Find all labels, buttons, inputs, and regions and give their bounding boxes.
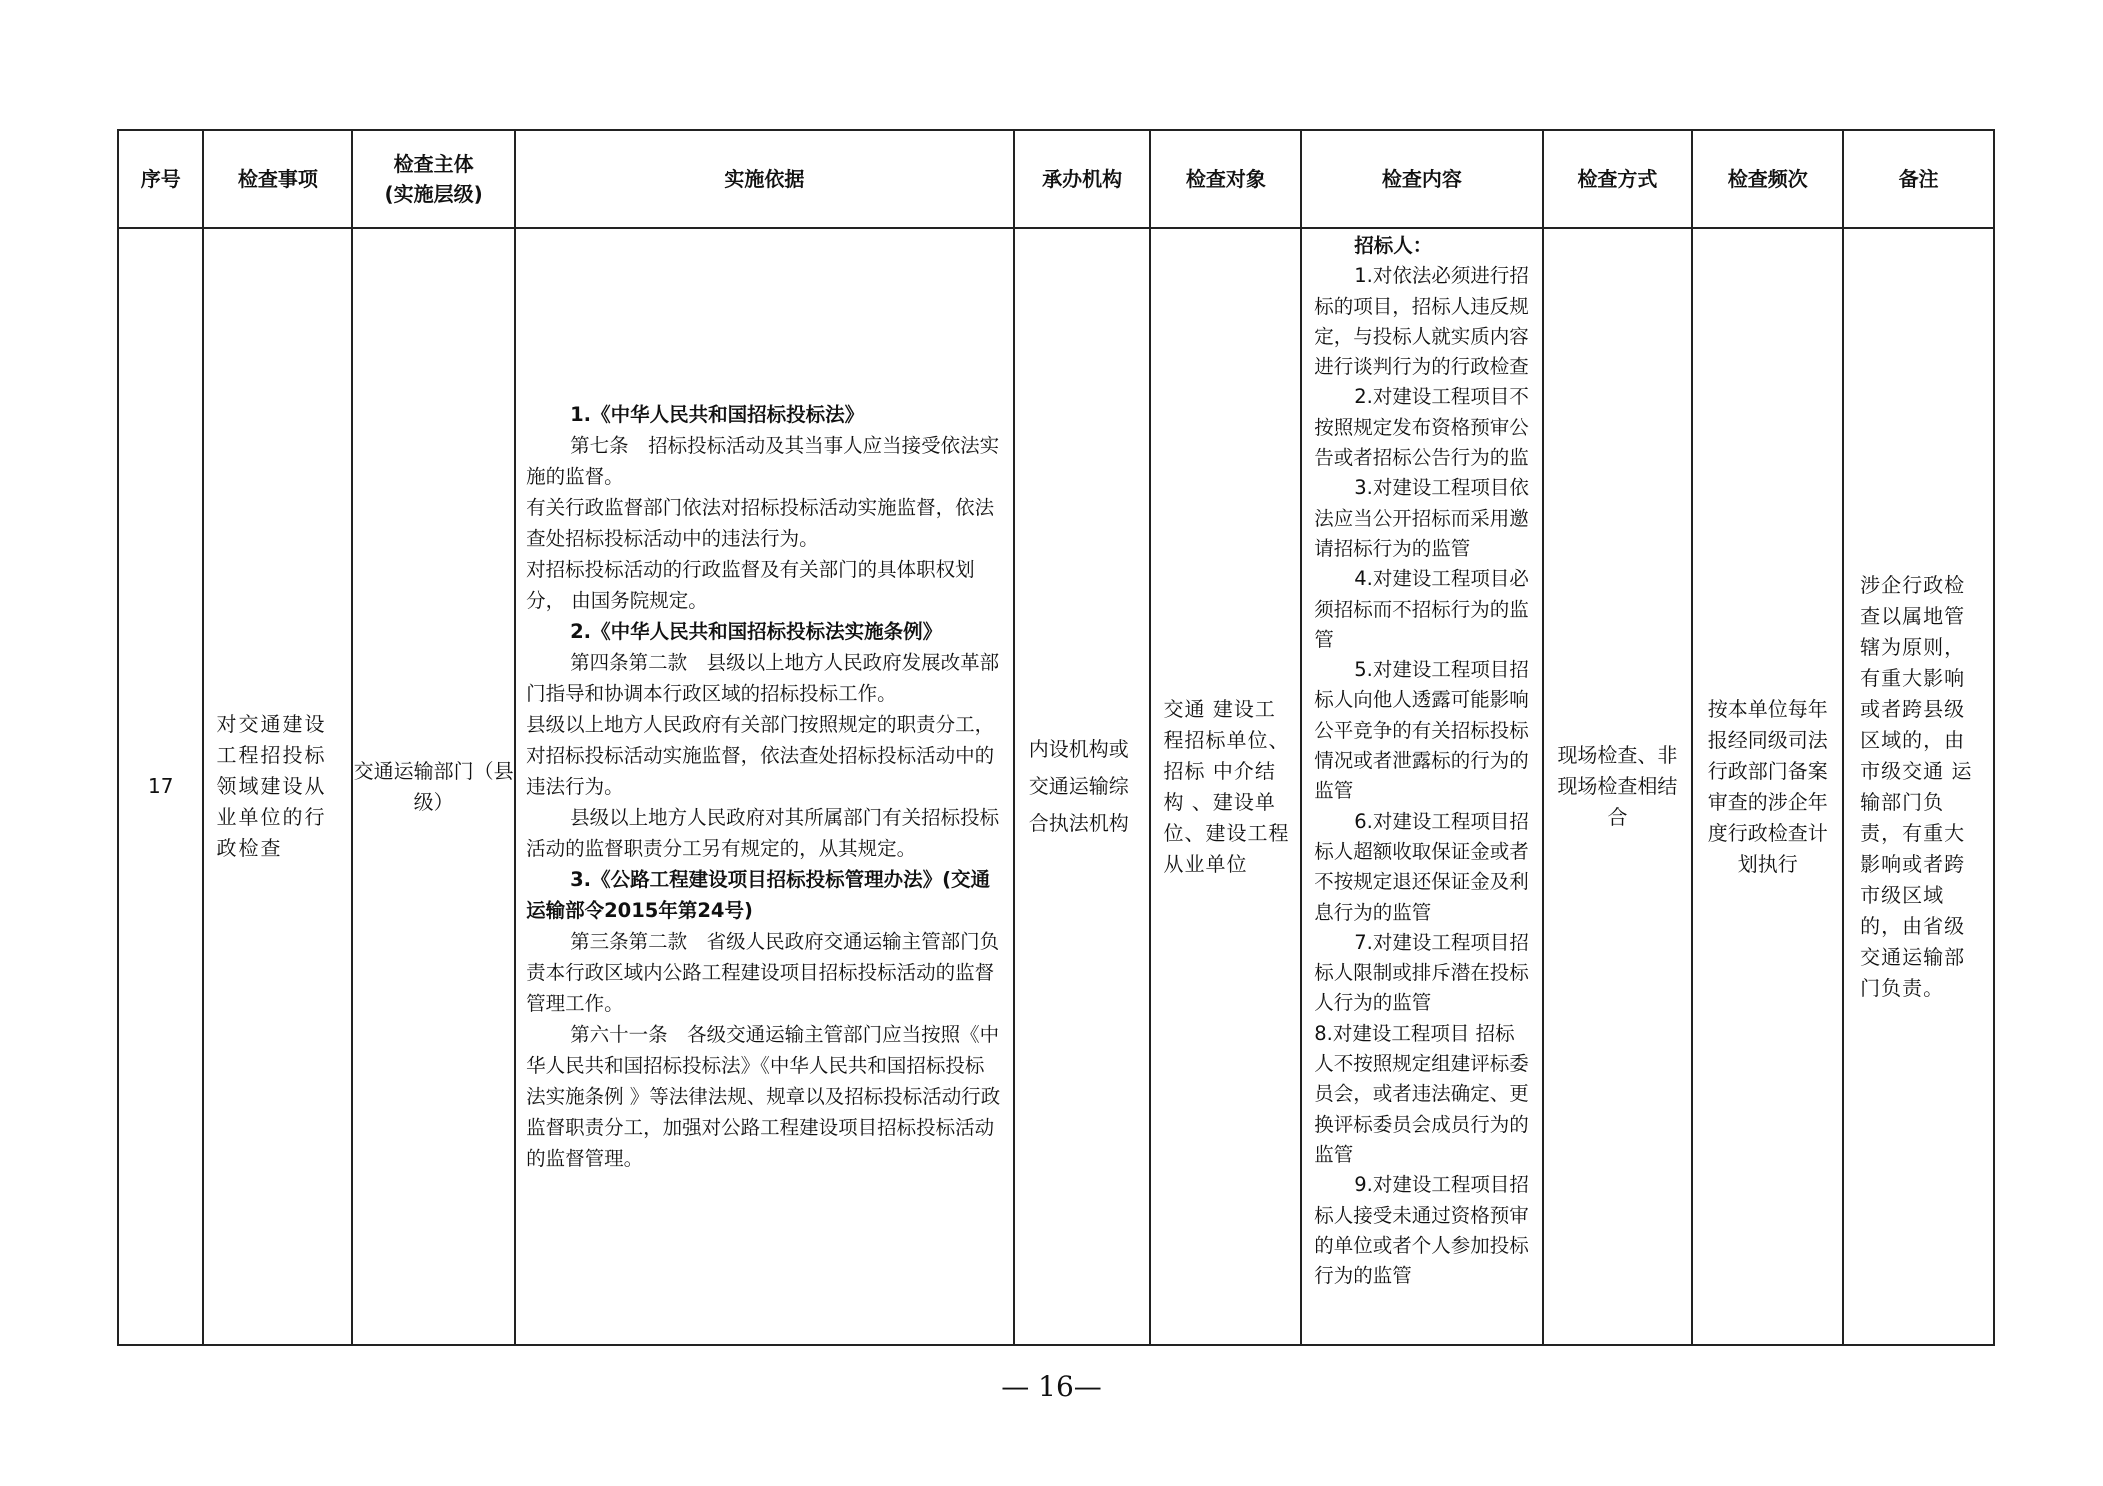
row-number: 17: [118, 228, 203, 1345]
header-subject-line1: 检查主体: [393, 152, 474, 176]
basis-law-title: 3.《公路工程建设项目招标投标管理办法》(交通运输部令2015年第24号): [526, 868, 990, 922]
basis-paragraph: 第四条第二款 县级以上地方人民政府发展改革部门指导和协调本行政区域的招标投标工作。: [526, 651, 1000, 705]
basis-paragraph: 第七条 招标投标活动及其当事人应当接受依法实施的监督。: [526, 434, 1000, 488]
header-number: 序号: [118, 130, 203, 228]
row-item: 对交通建设工程招投标领域建设从业单位的行政检查: [203, 228, 352, 1345]
header-method: 检查方式: [1543, 130, 1693, 228]
basis-paragraph: 县级以上地方人民政府有关部门按照规定的职责分工，对招标投标活动实施监督，依法查处招标投标活动中的违法行为。: [526, 713, 995, 798]
basis-law-title: 2.《中华人民共和国招标投标法实施条例》: [570, 620, 943, 643]
header-subject-line2: (实施层级): [384, 182, 483, 206]
header-note: 备注: [1843, 130, 1994, 228]
row-target: 交通 建设工程招标单位、招标 中介结构 、建设单位、建设工程从业单位: [1150, 228, 1301, 1345]
row-frequency: 按本单位每年报经同级司法行政部门备案审查的涉企年度行政检查计划执行: [1692, 228, 1843, 1345]
content-item: 3.对建设工程项目依法应当公开招标而采用邀请招标行为的监管: [1314, 476, 1529, 560]
basis-law-title: 1.《中华人民共和国招标投标法》: [570, 403, 865, 426]
content-item: 1.对依法必须进行招标的项目，招标人违反规定，与投标人就实质内容进行谈判行为的行政检查: [1314, 264, 1529, 379]
header-org: 承办机构: [1014, 130, 1151, 228]
inspection-table: [117, 129, 1995, 1346]
basis-paragraph: 县级以上地方人民政府对其所属部门有关招标投标活动的监督职责分工另有规定的，从其规定。: [526, 806, 1000, 860]
header-target: 检查对象: [1150, 130, 1301, 228]
header-subject: [352, 130, 515, 228]
header-frequency: 检查频次: [1692, 130, 1843, 228]
content-item: 7.对建设工程项目招标人限制或排斥潜在投标人行为的监管: [1314, 930, 1529, 1015]
page-number: — 16—: [1001, 1370, 1102, 1403]
header-row: [118, 130, 1994, 228]
header-content: 检查内容: [1301, 130, 1542, 228]
content-heading: 招标人：: [1354, 234, 1433, 257]
content-item: 9.对建设工程项目招标人接受未通过资格预审的单位或者个人参加投标行为的监管: [1314, 1173, 1529, 1288]
row-subject: 交通运输部门（县 级）: [352, 228, 515, 1345]
row-org: 内设机构或交通运输综合执法机构: [1014, 228, 1151, 1345]
content-item: 8.对建设工程项目 招标人不按照规定组建评标委员会，或者违法确定、更换评标委员会成员行为的监管: [1314, 1021, 1529, 1166]
row-method: 现场检查、非现场检查相结合: [1543, 228, 1693, 1345]
row-content: [1301, 228, 1542, 1345]
header-item: 检查事项: [203, 130, 352, 228]
table-row: [118, 228, 1994, 1345]
content-item: 5.对建设工程项目招标人向他人透露可能影响公平竞争的有关招标投标情况或者泄露标的行为的监管: [1314, 658, 1529, 803]
content-item: 4.对建设工程项目必须招标而不招标行为的监管: [1314, 567, 1529, 651]
row-basis: [515, 228, 1014, 1345]
basis-paragraph: 第三条第二款 省级人民政府交通运输主管部门负责本行政区域内公路工程建设项目招标投标活动的监督管理工作。: [526, 930, 1000, 1015]
content-item: 2.对建设工程项目不按照规定发布资格预审公告或者招标公告行为的监: [1314, 385, 1529, 470]
basis-paragraph: 第六十一条 各级交通运输主管部门应当按照《中华人民共和国招标投标法》《中华人民共和国招标投标法实施条例 》等法律法规、规章以及招标投标活动行政监督职责分工，加强对公路工程建设项目招标投标活动的监督管理。: [526, 1023, 1001, 1170]
header-basis: 实施依据: [515, 130, 1014, 228]
basis-paragraph: 对招标投标活动的行政监督及有关部门的具体职权划分， 由国务院规定。: [526, 558, 975, 612]
basis-paragraph: 有关行政监督部门依法对招标投标活动实施监督，依法查处招标投标活动中的违法行为。: [526, 496, 995, 550]
row-note: 涉企行政检查以属地管辖为原则，有重大影响或者跨县级区域的，由市级交通 运输部门负责，有重大影响或者跨市级区域的，由省级交通运输部门负责。: [1843, 228, 1994, 1345]
content-item: 6.对建设工程项目招标人超额收取保证金或者不按规定退还保证金及利息行为的监管: [1314, 809, 1529, 924]
